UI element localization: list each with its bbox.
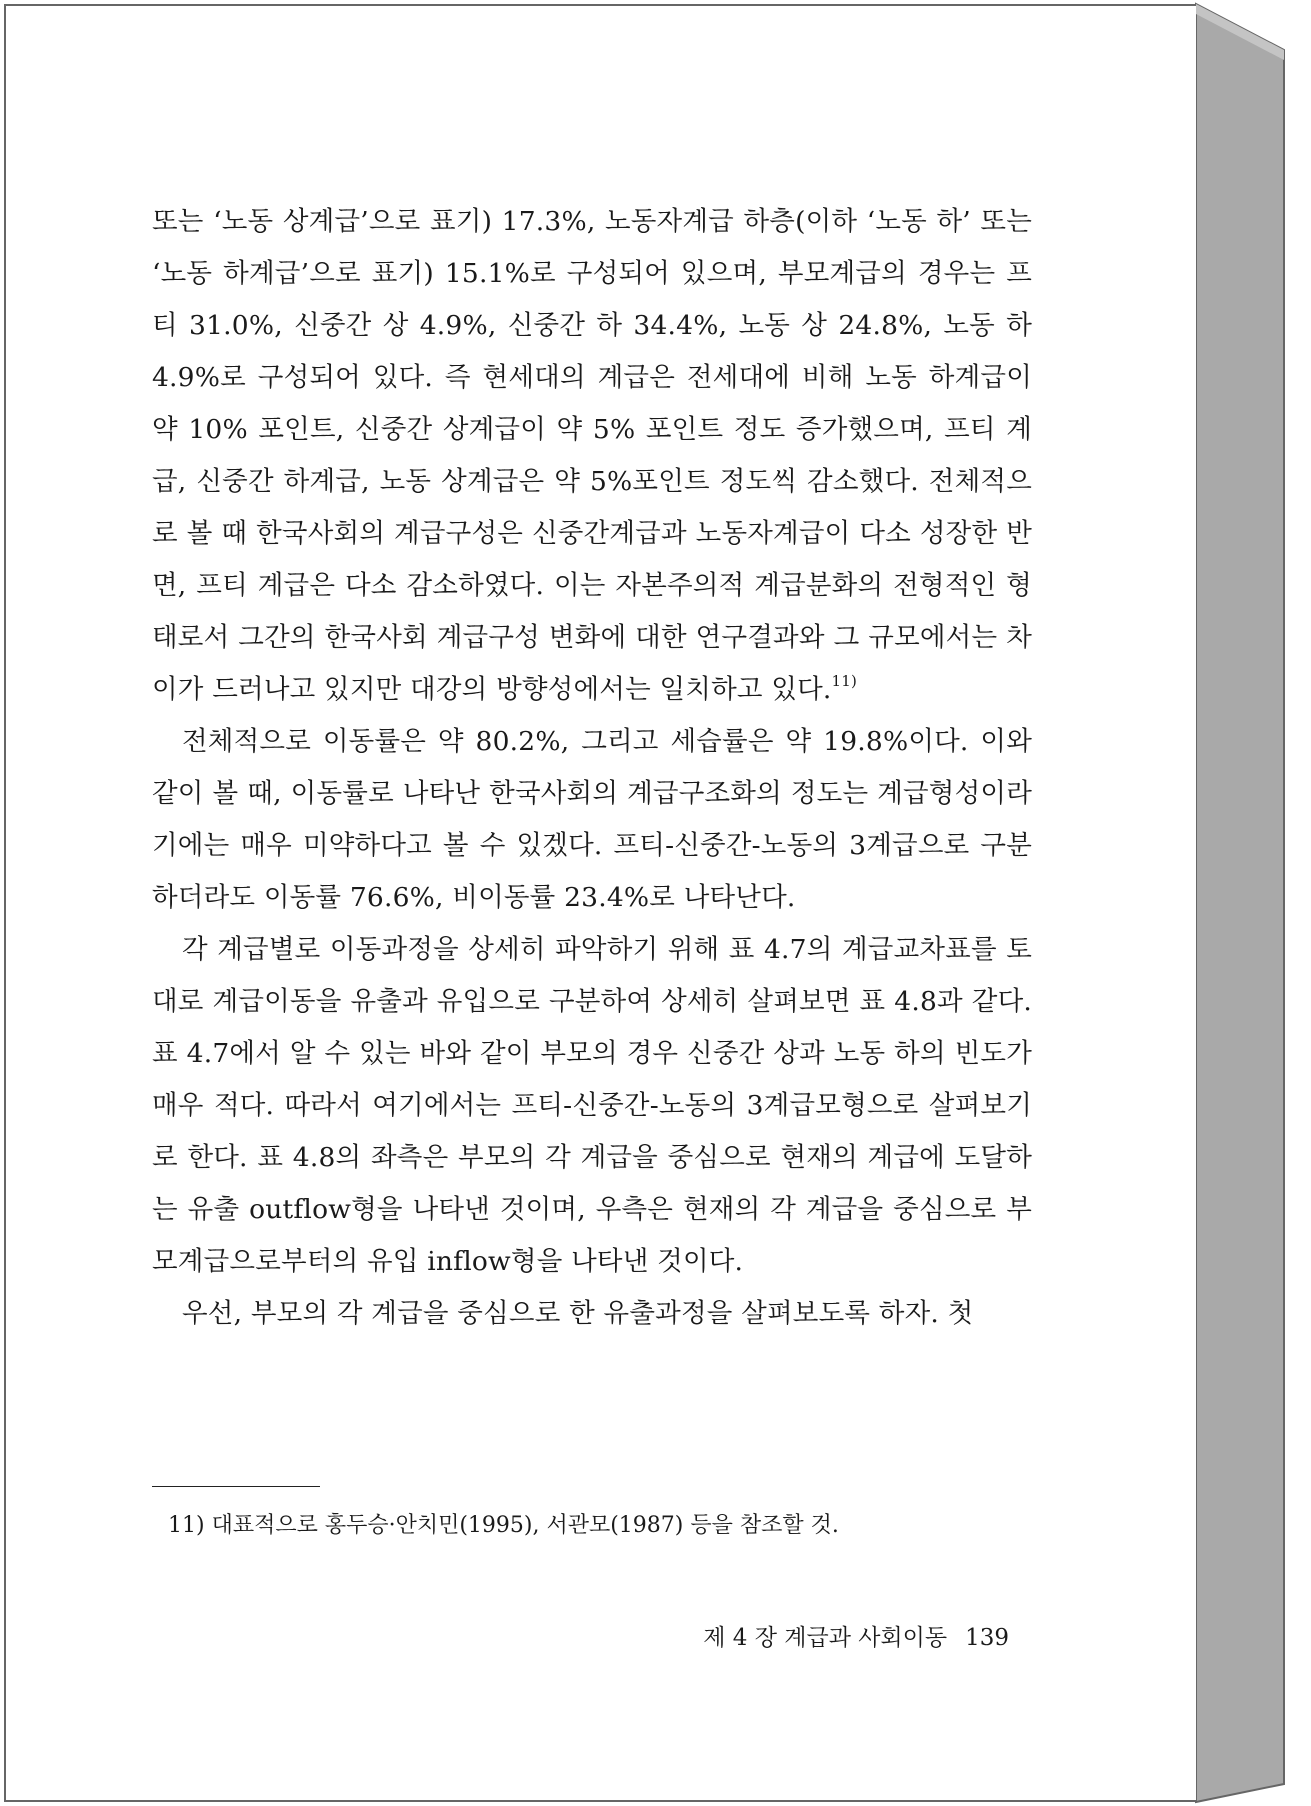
paragraph-2: 전체적으로 이동률은 약 80.2%, 그리고 세습률은 약 19.8%이다. 이와 같이 볼 때, 이동률로 나타난 한국사회의 계급구조화의 정도는 계급형성이라기에는 매우 미약하다고 볼 수 있겠다. 프티-신중간-노동의 3계급으로 구분하더라도 이동률 76.6%, 비이동률 23.4%로 나타난다. bbox=[152, 726, 1032, 913]
footnote-reference: 11) bbox=[831, 672, 858, 690]
page-number: 139 bbox=[965, 1625, 1009, 1651]
body-text bbox=[152, 196, 1032, 1340]
running-footer bbox=[703, 1620, 1009, 1656]
paragraph-4: 우선, 부모의 각 계급을 중심으로 한 유출과정을 살펴보도록 하자. 첫 bbox=[182, 1298, 974, 1329]
chapter-title: 제 4 장 계급과 사회이동 bbox=[703, 1625, 948, 1651]
footnote-divider bbox=[152, 1486, 320, 1487]
paragraph-1-text: 또는 ‘노동 상계급’으로 표기) 17.3%, 노동자계급 하층(이하 ‘노동 하’ 또는 ‘노동 하계급’으로 표기) 15.1%로 구성되어 있으며, 부모계급의 경우는 프티 31.0%, 신중간 상 4.9%, 신중간 하 34.4%, 노동 상 24.8%, 노동 하 4.9%로 구성되어 있다. 즉 현세대의 계급은 전세대에 비해 노동 하계급이 약 10% 포인트, 신중간 상계급이 약 5% 포인트 정도 증가했으며, 프티 계급, 신중간 하계급, 노동 상계급은 약 5%포인트 정도씩 감소했다. 전체적으로 볼 때 한국사회의 계급구성은 신중간계급과 노동자계급이 다소 성장한 반면, 프티 계급은 다소 감소하였다. 이는 자본주의적 계급분화의 전형적인 형태로서 그간의 한국사회 계급구성 변화에 대한 연구결과와 그 규모에서는 차이가 드러나고 있지만 대강의 방향성에서는 일치하고 있다. bbox=[152, 206, 1032, 705]
footnote: 11) 대표적으로 홍두승·안치민(1995), 서관모(1987) 등을 참조할 것. bbox=[168, 1513, 839, 1538]
paragraph-3: 각 계급별로 이동과정을 상세히 파악하기 위해 표 4.7의 계급교차표를 토대로 계급이동을 유출과 유입으로 구분하여 상세히 살펴보면 표 4.8과 같다. 표 4.7에서 알 수 있는 바와 같이 부모의 경우 신중간 상과 노동 하의 빈도가 매우 적다. 따라서 여기에서는 프티-신중간-노동의 3계급모형으로 살펴보기로 한다. 표 4.8의 좌측은 부모의 각 계급을 중심으로 현재의 계급에 도달하는 유출 outflow형을 나타낸 것이며, 우측은 현재의 각 계급을 중심으로 부모계급으로부터의 유입 inflow형을 나타낸 것이다. bbox=[152, 934, 1032, 1277]
paragraph-1 bbox=[152, 196, 1032, 716]
